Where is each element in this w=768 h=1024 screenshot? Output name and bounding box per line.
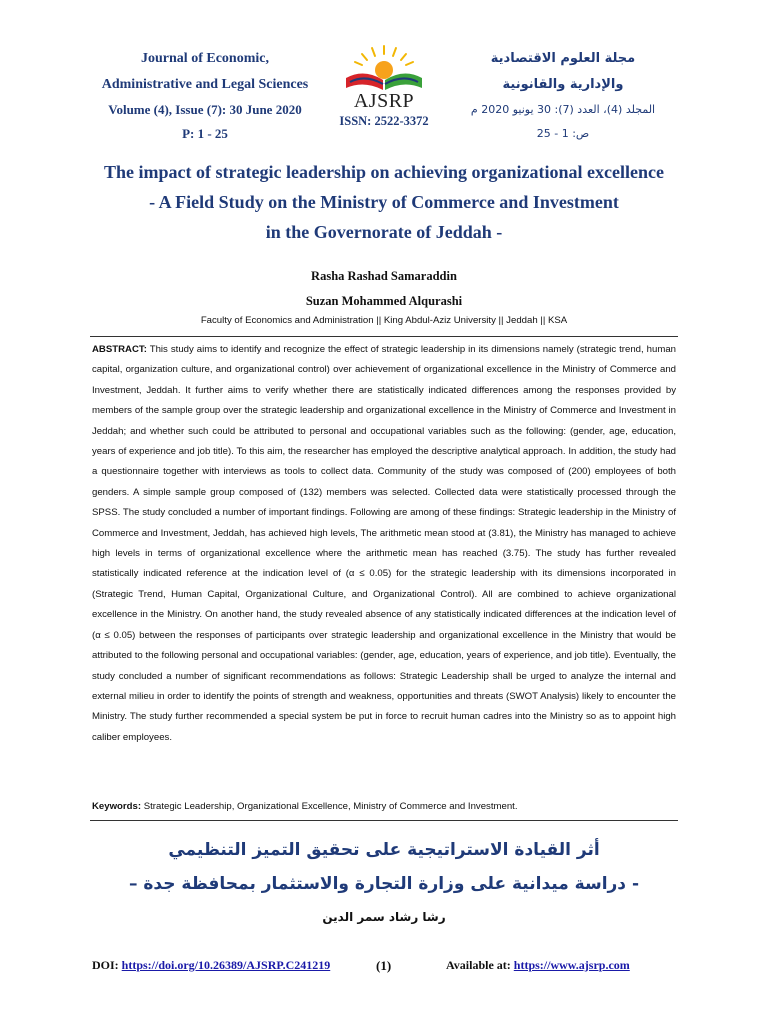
journal-name-arabic-line1: مجلة العلوم الاقتصادية	[490, 51, 636, 66]
ajsrp-logo	[334, 44, 434, 132]
book-sun-logo-icon	[338, 44, 430, 94]
divider-bottom	[90, 820, 678, 821]
arabic-author: رشا رشاد سمر الدين	[322, 910, 446, 924]
journal-header-arabic	[438, 46, 688, 146]
logo-wordmark: AJSRP	[353, 90, 415, 112]
page-range-arabic: ص: 1 - 25	[536, 127, 590, 140]
title-line-2: - A Field Study on the Ministry of Commerce and Investment	[149, 192, 619, 212]
page-number: (1)	[376, 958, 392, 973]
arabic-title-line-1: أثر القيادة الاستراتيجية على تحقيق التميز التنظيمي	[168, 840, 600, 860]
keywords	[92, 797, 676, 817]
journal-name-line1: Journal of Economic,	[141, 51, 269, 66]
keywords-label: Keywords:	[92, 801, 142, 812]
available-label: Available at:	[446, 958, 511, 972]
arabic-title-line-2: - دراسة ميدانية على وزارة التجارة والاستثمار بمحافظة جدة –	[128, 874, 640, 894]
page-range: P: 1 - 25	[182, 126, 228, 141]
doi-label: DOI:	[92, 958, 119, 972]
journal-header-english	[80, 46, 330, 146]
divider-top	[90, 336, 678, 337]
journal-name-line2: Administrative and Legal Sciences	[101, 77, 309, 92]
keywords-text: Strategic Leadership, Organizational Excellence, Ministry of Commerce and Investment.	[143, 801, 518, 812]
volume-issue: Volume (4), Issue (7): 30 June 2020	[108, 102, 302, 117]
affiliation: Faculty of Economics and Administration || King Abdul-Aziz University || Jeddah || KSA	[200, 315, 568, 326]
website-link[interactable]: https://www.ajsrp.com	[513, 958, 630, 972]
volume-issue-arabic: المجلد (4)، العدد (7): 30 يونيو 2020 م	[470, 103, 656, 116]
abstract-text: This study aims to identify and recognize the effect of strategic leadership in its dimensions namely (strategic trend, human capital, organization culture, and organizational control) over achievement of organizational excellence in the Ministry of Commerce and Investment, Jeddah. It further aims to verify whether there are statistically indicated differences among the responses provided by members of the sample group over the strategic leadership and organizational excellence in the Ministry of Commerce and Investment in Jeddah; and whether such could be attributed to personal and occupational variables such as the following: (gender, age, education, years of experience and job title). To this aim, the researcher has employed the descriptive analytical approach. In addition, the study had a questionnaire together with interviews as tools to collect data. Community of the study was composed of (200) employees of both genders. A simple sample group composed of (132) members was selected. Collected data were statistically processed through the SPSS. The study concluded a number of important findings. Following are among of these findings: Strategic leadership in the Ministry of Commerce and Investment, Jeddah, has achieved high levels, The arithmetic mean stood at (3.81), the Ministry has managed to achieve high levels in terms of organizational excellence where the arithmetic mean has reached (3.75). The study has further revealed statistically indicated reference at the indication level of (α ≤ 0.05) for the strategic leadership with its dimensions incorporated in (Strategic Trend, Human Capital, Organizational Culture, and Organizational Control). All are combined to achieve organizational excellence in the Ministry. On another hand, the study revealed absence of any statistically indicated differences at the indication level of (α ≤ 0.05) between the responses of participants over strategic leadership and organizational excellence in the Ministry that would be attributed to the following personal and occupational variables: (gender, age, education, years of experience, and job title). Eventually, the study concluded a number of significant recommendations as follows: Strategic Leadership shall be urged to analyze the internal and external milieu in order to identify the points of strength and weakness, opportunities and threats (SWOT Analysis) likely to encounter the Ministry. The study further recommended a special system be put in force to recruit human cadres into the Ministry so as to appoint high caliber employees.	[92, 344, 676, 743]
author-1: Rasha Rashad Samaraddin	[311, 269, 457, 283]
abstract-label: ABSTRACT:	[92, 344, 147, 355]
doi-link[interactable]: https://doi.org/10.26389/AJSRP.C241219	[121, 958, 331, 972]
abstract	[92, 340, 676, 748]
paper-title	[60, 157, 708, 247]
issn: ISSN: 2522-3372	[339, 114, 429, 128]
journal-name-arabic-line2: والإدارية والقانونية	[502, 77, 624, 92]
doi	[92, 958, 330, 973]
title-line-3: in the Governorate of Jeddah -	[265, 222, 503, 242]
author-2: Suzan Mohammed Alqurashi	[305, 294, 463, 308]
available-at	[446, 958, 630, 973]
author-list	[60, 264, 708, 314]
arabic-title	[60, 833, 708, 901]
title-line-1: The impact of strategic leadership on achieving organizational excellence	[104, 162, 664, 182]
